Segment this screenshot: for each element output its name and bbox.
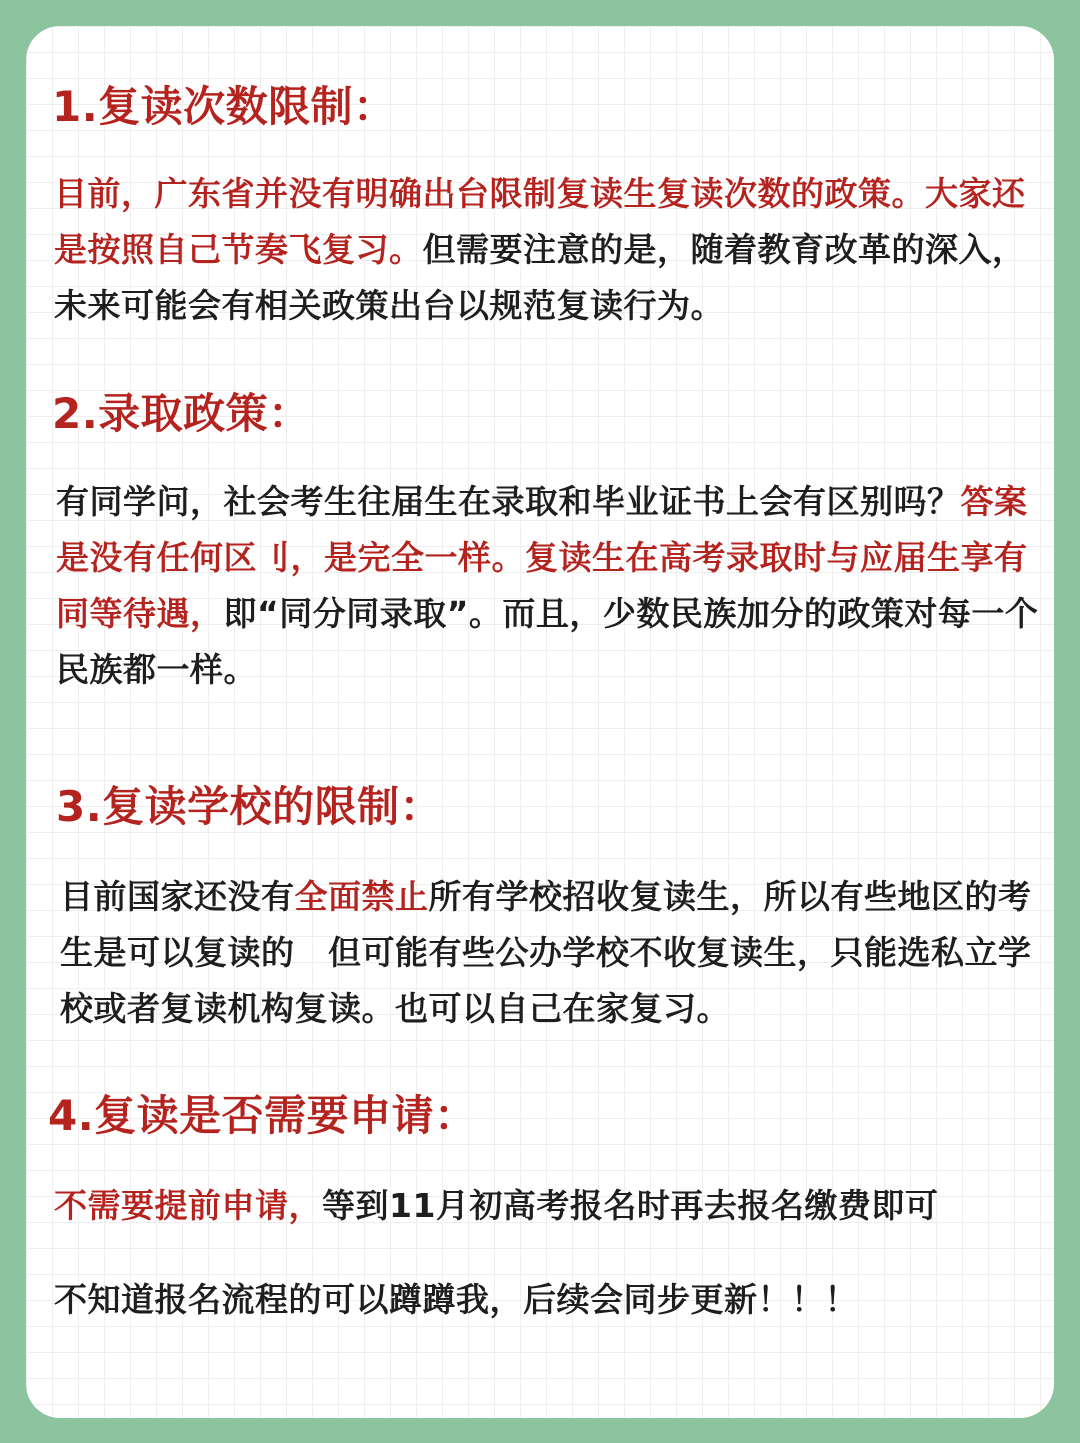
section-1-highlight-2: 大家还是按照自己节奏飞复习。 <box>54 174 1026 269</box>
section-2-body <box>56 474 1046 698</box>
section-3-body <box>60 869 1050 1037</box>
section-2-highlight: 答案是没有任何区刂，是完全一样。复读生在高考录取时与应届生享有同等待遇， <box>56 482 1028 633</box>
content-card <box>26 26 1054 1418</box>
section-3-heading: 3.复读学校的限制： <box>56 782 443 831</box>
section-2-text-2: 即“同分同录取”。而且，少数民族加分的政策对每一个民族都一样。 <box>56 594 1039 689</box>
section-3-text-2: 所有学校招收复读生，所以有些地区的考生是可以复读的 但可能有些公办学校不收复读生，只能选私立学校或者复读机构复读。也可以自己在家复习。 <box>60 877 1032 1028</box>
section-4-body <box>54 1178 1044 1234</box>
section-4-highlight: 不需要提前申请， <box>54 1186 322 1225</box>
section-2-text-1: 有同学问，社会考生往届生在录取和毕业证书上会有区别吗？ <box>56 482 961 521</box>
section-1-body <box>54 166 1044 334</box>
section-2-heading: 2.录取政策： <box>52 389 311 438</box>
section-1-text: 但需要注意的是，随着教育改革的深入，未来可能会有相关政策出台以规范复读行为。 <box>54 230 1026 325</box>
section-3-highlight: 全面禁止 <box>294 877 429 916</box>
section-4-heading: 4.复读是否需要申请： <box>48 1091 477 1140</box>
section-4-text: 等到11月初高考报名时再去报名缴费即可 <box>322 1186 939 1225</box>
section-1-highlight-1: 目前，广东省并没有明确出台限制复读生复读次数的政策。 <box>54 174 925 213</box>
section-3-text-1: 目前国家还没有 <box>60 877 295 916</box>
section-1-heading: 1.复读次数限制： <box>52 82 396 131</box>
footer-note: 不知道报名流程的可以蹲蹲我，后续会同步更新！！！ <box>54 1280 858 1319</box>
